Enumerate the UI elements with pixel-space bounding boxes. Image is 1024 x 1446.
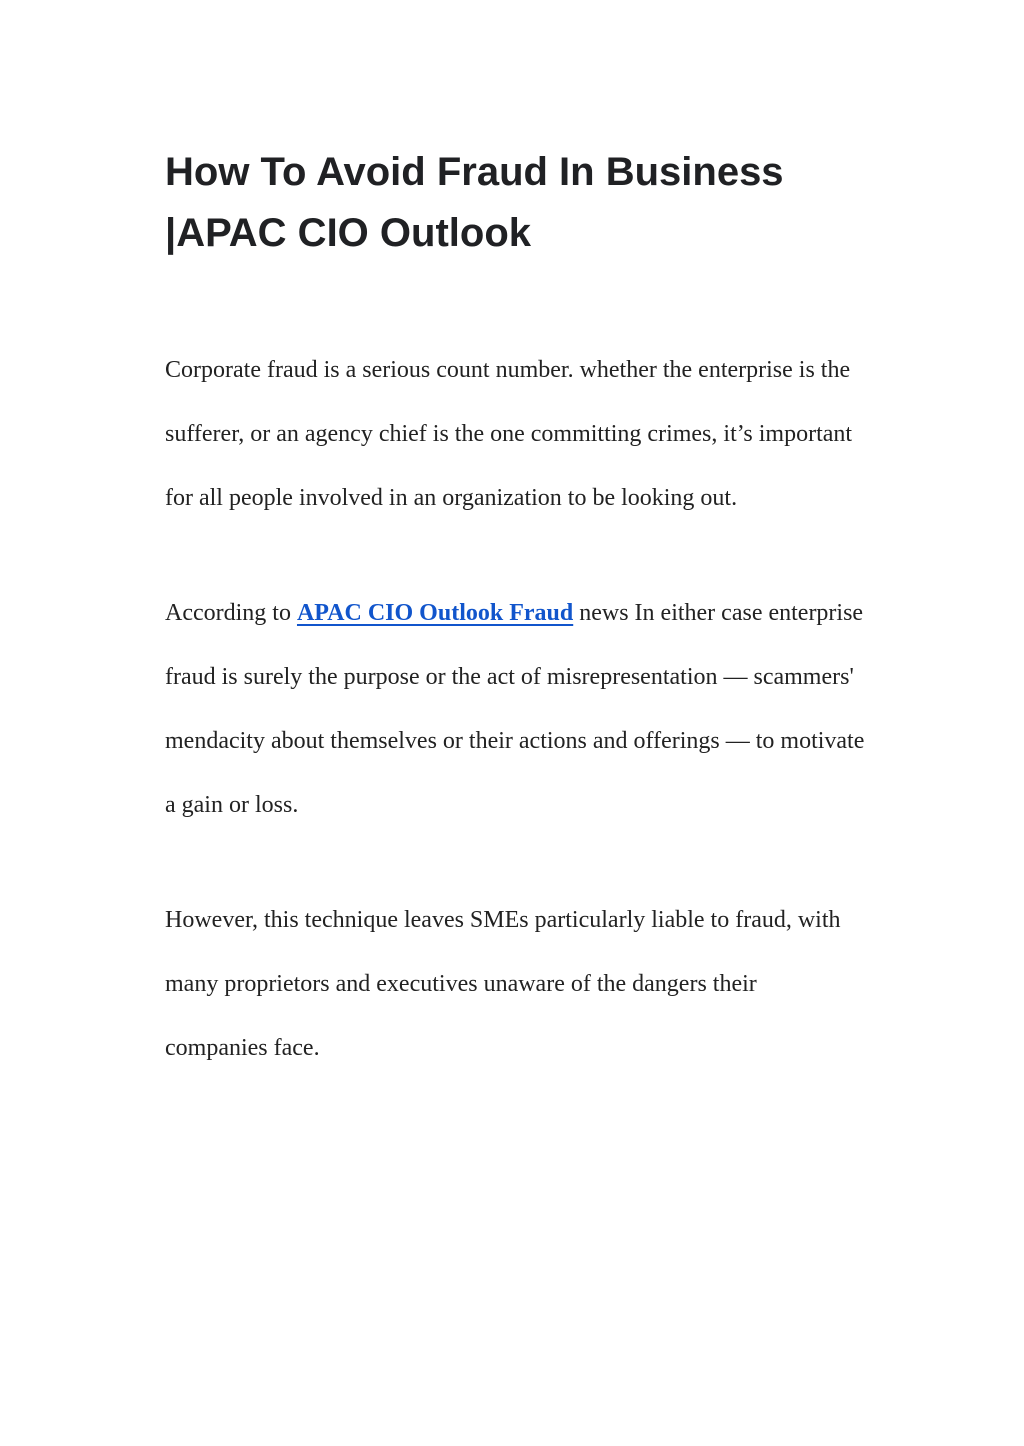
paragraph-sme-risk: However, this technique leaves SMEs particularly liable to fraud, with many proprietors and executives unaware of the dangers their companies face. (165, 907, 841, 1061)
paragraph-lead-text: According to (165, 600, 297, 626)
article (165, 142, 865, 1080)
paragraph-intro: Corporate fraud is a serious count number. whether the enterprise is the sufferer, or an agency chief is the one committing crimes, it’s important for all people involved in an organization to be looking out. (165, 357, 853, 511)
apac-cio-outlook-fraud-link[interactable]: APAC CIO Outlook Fraud (296, 600, 574, 626)
paragraph-trailing-text: news In either case enterprise fraud is surely the purpose or the act of misrepresentation — scammers' mendacity about themselves or their actions and offerings — to motivate a gain or loss. (165, 600, 865, 818)
page-title: How To Avoid Fraud In Business |APAC CIO Outlook (165, 150, 784, 255)
paragraph-definition (165, 581, 865, 837)
